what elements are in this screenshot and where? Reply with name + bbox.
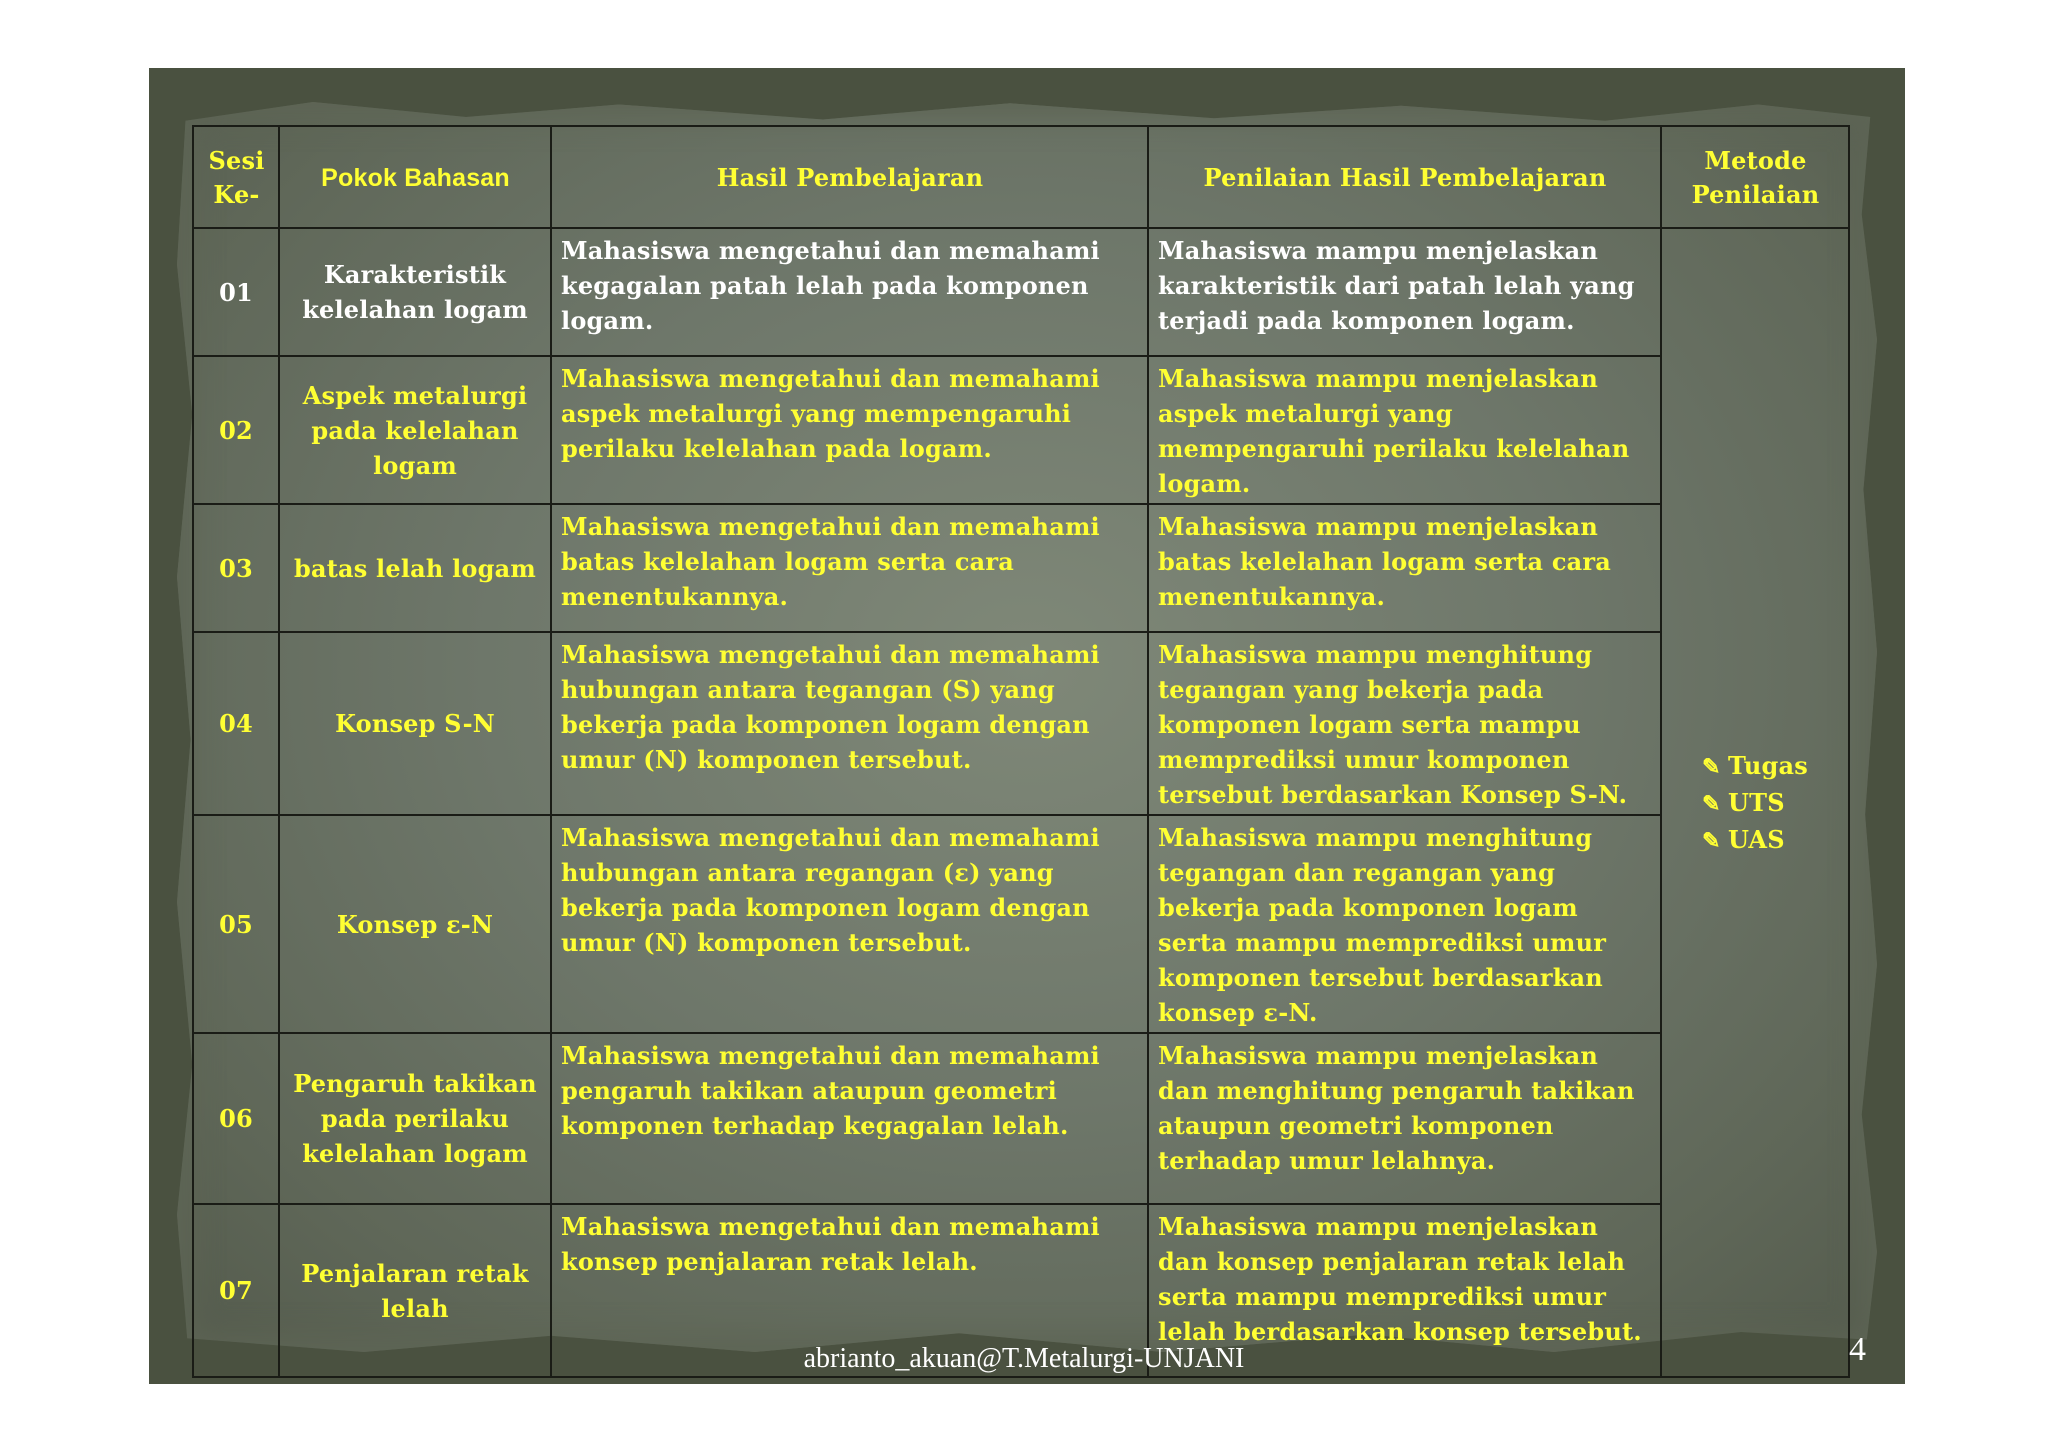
assessment-cell: Mahasiswa mampu menjelaskan aspek metalurgi yang mempengaruhi perilaku kelelahan logam.: [1148, 356, 1661, 504]
header-pokok-bahasan: Pokok Bahasan: [279, 126, 551, 228]
session-number: 03: [193, 504, 279, 632]
topic-cell: Karakteristik kelelahan logam: [279, 228, 551, 356]
topic-cell: Konsep ε-N: [279, 815, 551, 1033]
session-number: 01: [193, 228, 279, 356]
header-metode-penilaian: Metode Penilaian: [1661, 126, 1849, 228]
method-item: ✎ UTS: [1702, 785, 1840, 822]
topic-cell: Konsep S-N: [279, 632, 551, 815]
table-row: [193, 815, 1849, 1033]
learning-outcome-cell: Mahasiswa mengetahui dan memahami aspek metalurgi yang mempengaruhi perilaku kelelahan pada logam.: [551, 356, 1148, 504]
table-row: [193, 632, 1849, 815]
learning-outcome-cell: Mahasiswa mengetahui dan memahami batas kelelahan logam serta cara menentukannya.: [551, 504, 1148, 632]
session-number: 06: [193, 1033, 279, 1204]
session-number: 02: [193, 356, 279, 504]
assessment-method-cell: [1661, 228, 1849, 1377]
table-row: [193, 1033, 1849, 1204]
table-row: [193, 504, 1849, 632]
session-number: 07: [193, 1204, 279, 1377]
bullet-icon: ✎: [1702, 791, 1721, 817]
learning-outcome-cell: Mahasiswa mengetahui dan memahami hubungan antara regangan (ε) yang bekerja pada komponen logam dengan umur (N) komponen tersebut.: [551, 815, 1148, 1033]
page-number: 4: [1849, 1331, 1866, 1368]
assessment-cell: Mahasiswa mampu menghitung tegangan yang bekerja pada komponen logam serta mampu memprediksi umur komponen tersebut berdasarkan Konsep S-N.: [1148, 632, 1661, 815]
topic-cell: Aspek metalurgi pada kelelahan logam: [279, 356, 551, 504]
topic-cell: batas lelah logam: [279, 504, 551, 632]
topic-cell: Pengaruh takikan pada perilaku kelelahan logam: [279, 1033, 551, 1204]
table-row: [193, 356, 1849, 504]
session-number: 05: [193, 815, 279, 1033]
table-header-row: [193, 126, 1849, 228]
footer-author: abrianto_akuan@T.Metalurgi-UNJANI: [803, 1343, 1245, 1374]
session-number: 04: [193, 632, 279, 815]
assessment-cell: Mahasiswa mampu menjelaskan karakteristik dari patah lelah yang terjadi pada komponen logam.: [1148, 228, 1661, 356]
topic-cell: Penjalaran retak lelah: [279, 1204, 551, 1377]
syllabus-table: [192, 125, 1850, 1378]
bullet-icon: ✎: [1702, 828, 1721, 854]
method-item: ✎ Tugas: [1702, 748, 1840, 785]
method-item: ✎ UAS: [1702, 822, 1840, 859]
bullet-icon: ✎: [1702, 754, 1721, 780]
assessment-cell: Mahasiswa mampu menjelaskan dan menghitung pengaruh takikan ataupun geometri komponen terhadap umur lelahnya.: [1148, 1033, 1661, 1204]
learning-outcome-cell: Mahasiswa mengetahui dan memahami pengaruh takikan ataupun geometri komponen terhadap kegagalan lelah.: [551, 1033, 1148, 1204]
assessment-cell: Mahasiswa mampu menghitung tegangan dan regangan yang bekerja pada komponen logam serta mampu memprediksi umur komponen tersebut berdasarkan konsep ε-N.: [1148, 815, 1661, 1033]
assessment-cell: Mahasiswa mampu menjelaskan batas kelelahan logam serta cara menentukannya.: [1148, 504, 1661, 632]
learning-outcome-cell: Mahasiswa mengetahui dan memahami kegagalan patah lelah pada komponen logam.: [551, 228, 1148, 356]
header-penilaian-hasil: Penilaian Hasil Pembelajaran: [1148, 126, 1661, 228]
learning-outcome-cell: Mahasiswa mengetahui dan memahami hubungan antara tegangan (S) yang bekerja pada komponen logam dengan umur (N) komponen tersebut.: [551, 632, 1148, 815]
learning-outcome-cell: Mahasiswa mengetahui dan memahami konsep penjalaran retak lelah.: [551, 1204, 1148, 1377]
table-row: [193, 228, 1849, 356]
header-sesi: Sesi Ke-: [193, 126, 279, 228]
header-hasil-pembelajaran: Hasil Pembelajaran: [551, 126, 1148, 228]
assessment-cell: Mahasiswa mampu menjelaskan dan konsep penjalaran retak lelah serta mampu memprediksi umur lelah berdasarkan konsep tersebut.: [1148, 1204, 1661, 1377]
